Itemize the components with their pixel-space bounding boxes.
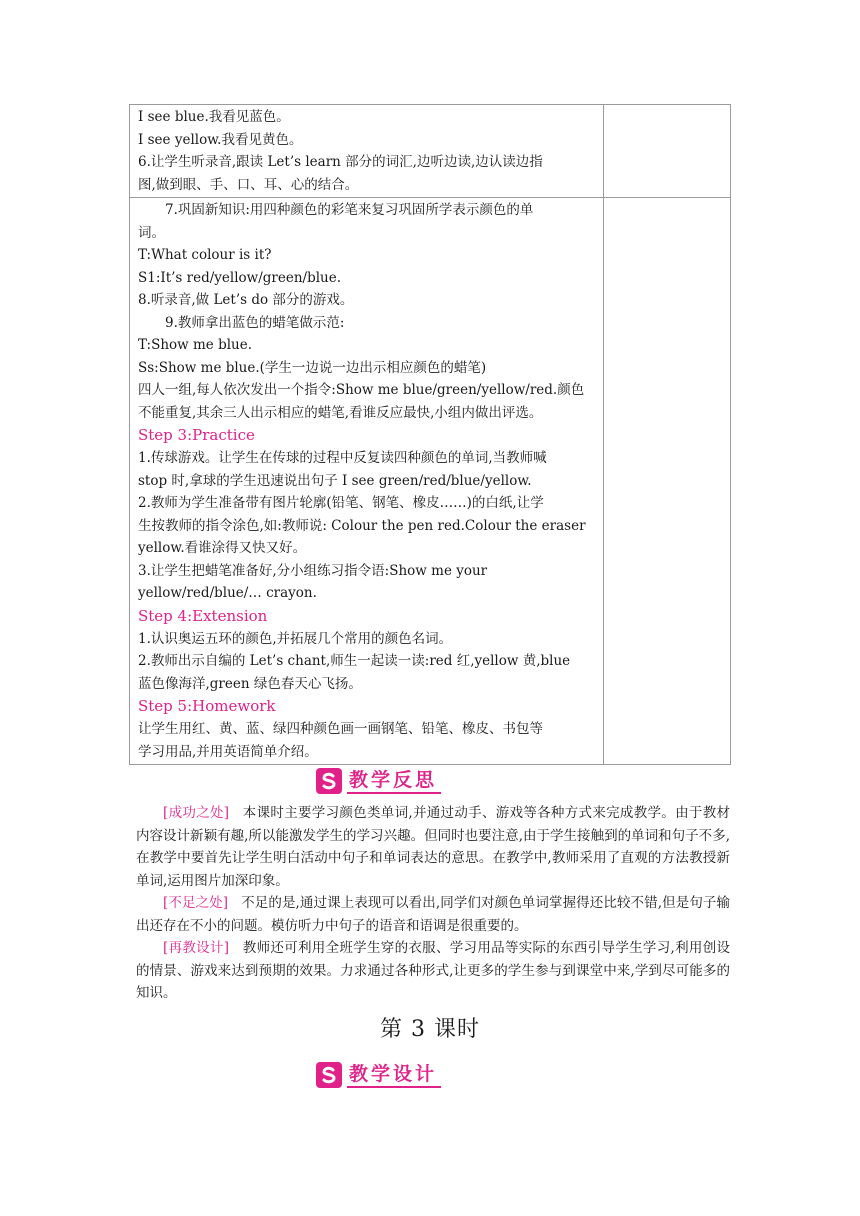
text-line: 2.教师为学生准备带有图片轮廓(铅笔、钢笔、橡皮……)的白纸,让学 [138,495,544,511]
lesson-title: 第 3 课时 [380,1017,480,1042]
reflection-section-header [316,768,441,794]
text-line: 6.让学生听录音,跟读 Let’s learn 部分的词汇,边听边读,边认读边指 [138,154,543,170]
swirl-logo-icon [316,768,342,794]
text-line: I see yellow.我看见黄色。 [138,131,303,148]
design-heading: 教学设计 [347,1063,441,1088]
text-line: yellow.看谁涂得又快又好。 [138,540,307,556]
text-line: 四人一组,每人依次发出一个指令:Show me blue/green/yellow/red.颜色 [138,382,585,398]
text-line: I see blue.我看见蓝色。 [138,109,290,125]
text-line: 7.巩固新知识:用四种颜色的彩笔来复习巩固所学表示颜色的单 [165,202,534,218]
weak-text: 不足的是,通过课上表现可以看出,同学们对颜色单词掌握得还比较不错,但是句子输出还存在不小的问题。模仿听力中句子的语音和语调是很重要的。 [136,895,731,934]
text-line: 词。 [138,224,165,241]
redesign-text: 教师还可利用全班学生穿的衣服、学习用品等实际的东西引导学生学习,利用创设的情景、游戏来达到预期的效果。力求通过各种形式,让更多的学生参与到课堂中来,学到尽可能多的知识。 [136,940,730,1001]
text-line: yellow/red/blue/… crayon. [138,585,317,601]
text-line: 9.教师拿出蓝色的蜡笔做示范: [165,314,345,331]
table-row [130,198,731,765]
success-tag: [成功之处] [163,805,230,821]
text-line: 8.听录音,做 Let’s do 部分的游戏。 [138,292,354,308]
step-5-heading: Step 5:Homework [138,697,276,715]
text-line: stop 时,拿球的学生迅速说出句子 I see green/red/blue/yellow. [138,472,532,489]
lesson-plan-table [129,104,731,765]
redesign-tag: [再教设计] [163,940,230,956]
reflection-success-paragraph [136,802,730,892]
text-line: 生按教师的指令涂色,如:教师说: Colour the pen red.Colour the eraser [138,517,586,534]
text-line: T:Show me blue. [138,337,253,353]
step-3-heading: Step 3:Practice [138,426,255,444]
table-cell-content [130,105,604,198]
table-cell-notes [604,198,731,765]
text-line: 让学生用红、黄、蓝、绿四种颜色画一画钢笔、铅笔、橡皮、书包等 [138,721,543,737]
text-line: 2.教师出示自编的 Let’s chant,师生一起读一读:red 红,yellow 黄,blue [138,653,571,669]
text-line: T:What colour is it? [138,247,272,263]
design-section-header [316,1062,441,1088]
reflection-heading: 教学反思 [347,769,441,794]
reflection-weak-paragraph [136,892,730,937]
text-line: S1:It’s red/yellow/green/blue. [138,269,342,286]
text-line: 1.认识奥运五环的颜色,并拓展几个常用的颜色名词。 [138,630,453,647]
reflection-body [136,802,730,1005]
text-line: 不能重复,其余三人出示相应的蜡笔,看谁反应最快,小组内做出评选。 [138,404,543,421]
reflection-redesign-paragraph [136,937,730,1005]
text-line: 1.传球游戏。让学生在传球的过程中反复读四种颜色的单词,当教师喊 [138,450,547,466]
weak-tag: [不足之处] [163,895,229,911]
text-line: 图,做到眼、手、口、耳、心的结合。 [138,176,359,193]
text-line: 蓝色像海洋,green 绿色春天心飞扬。 [138,675,362,692]
success-text: 本课时主要学习颜色类单词,并通过动手、游戏等各种方式来完成教学。由于教材内容设计新颖有趣,所以能激发学生的学习兴趣。但同时也要注意,由于学生接触到的单词和句子不多,在教学中要首先让学生明白活动中句子和单词表达的意思。在教学中,教师采用了直观的方法教授新单词,运用图片加深印象。 [136,805,730,889]
text-line: Ss:Show me blue.(学生一边说一边出示相应颜色的蜡笔) [138,359,487,376]
table-cell-notes [604,105,731,198]
step-4-heading: Step 4:Extension [138,606,268,625]
text-line: 3.让学生把蜡笔准备好,分小组练习指令语:Show me your [138,562,488,579]
text-line: 学习用品,并用英语简单介绍。 [138,743,318,760]
table-cell-content [130,198,604,765]
table-row [130,105,731,198]
swirl-logo-icon [316,1062,342,1088]
